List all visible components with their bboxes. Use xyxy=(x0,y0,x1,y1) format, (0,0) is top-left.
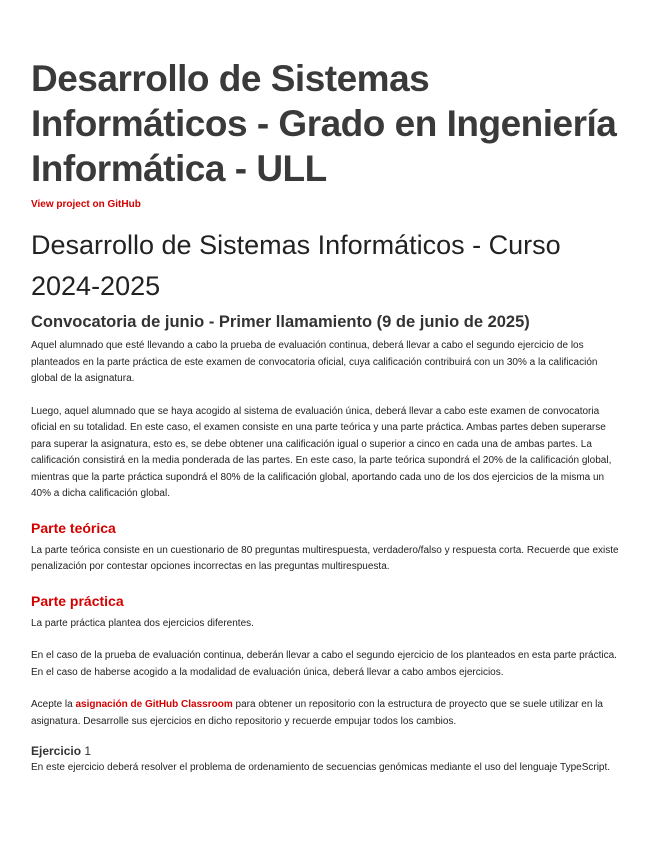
site-title: Desarrollo de Sistemas Informáticos - Grado en Ingeniería Informática - ULL xyxy=(31,58,617,189)
site-header xyxy=(31,56,625,211)
course-title: Desarrollo de Sistemas Informáticos - Curso 2024-2025 xyxy=(31,230,561,301)
practica-heading: Parte práctica xyxy=(31,592,124,609)
convocatoria-title: Convocatoria de junio - Primer llamamiento (9 de junio de 2025) xyxy=(31,313,530,331)
main-content xyxy=(31,225,625,777)
intro-paragraph-2: Luego, aquel alumnado que se haya acogido al sistema de evaluación única, deberá llevar a cabo este examen de convocatoria oficial en su totalidad. En este caso, el examen consiste en una parte teórica y una parte práctica. Ambas partes deben superarse para superar la asignatura, esto es, se debe obtener una calificación igual o superior a cinco en cada una de ambas partes. La calificación consistirá en la media ponderada de las partes. En este caso, la parte teórica supondrá el 20% de la calificación global, mientras que la parte práctica supondrá el 80% de la calificación global, aportando cada uno de los dos ejercicios de la misma un 40% a dicha calificación global. xyxy=(31,405,612,499)
view-on-github-link[interactable]: View project on GitHub xyxy=(31,199,141,210)
ejercicio-paragraph: En este ejercicio deberá resolver el problema de ordenamiento de secuencias genómicas mediante el uso del lenguaje TypeScript. xyxy=(31,762,611,773)
practica-paragraph-3 xyxy=(31,697,625,730)
teoria-heading: Parte teórica xyxy=(31,519,116,536)
ejercicio-heading xyxy=(31,744,625,759)
practica-paragraph-2: En el caso de la prueba de evaluación continua, deberán llevar a cabo el segundo ejercicio de los planteados en esta parte práctica. En el caso de haberse acogido a la modalidad de evaluación única, deberá llevar a cabo ambos ejercicios. xyxy=(31,650,617,678)
practica-p3-after: para obtener un repositorio con la estructura de proyecto que se suele utilizar en la asignatura. Desarrolle sus ejercicios en dicho repositorio y recuerde empujar todos los cambios. xyxy=(31,699,603,727)
ejercicio-label: Ejercicio xyxy=(31,744,82,758)
ejercicio-number: 1 xyxy=(84,744,92,758)
teoria-paragraph: La parte teórica consiste en un cuestionario de 80 preguntas multirespuesta, verdadero/falso y respuesta corta. Recuerde que existe penalización por contestar opciones incorrectas en las preguntas multirespuesta. xyxy=(31,544,619,572)
intro-paragraph-1: Aquel alumnado que esté llevando a cabo la prueba de evaluación continua, deberá llevar a cabo el segundo ejercicio de los planteados en la parte práctica de este examen de convocatoria oficial, cuya calificación contribuirá con un 30% a la calificación global de la asignatura. xyxy=(31,340,598,384)
github-classroom-link[interactable]: asignación de GitHub Classroom xyxy=(75,699,233,710)
practica-paragraph-1: La parte práctica plantea dos ejercicios diferentes. xyxy=(31,617,254,629)
practica-p3-before: Acepte la xyxy=(31,699,76,710)
